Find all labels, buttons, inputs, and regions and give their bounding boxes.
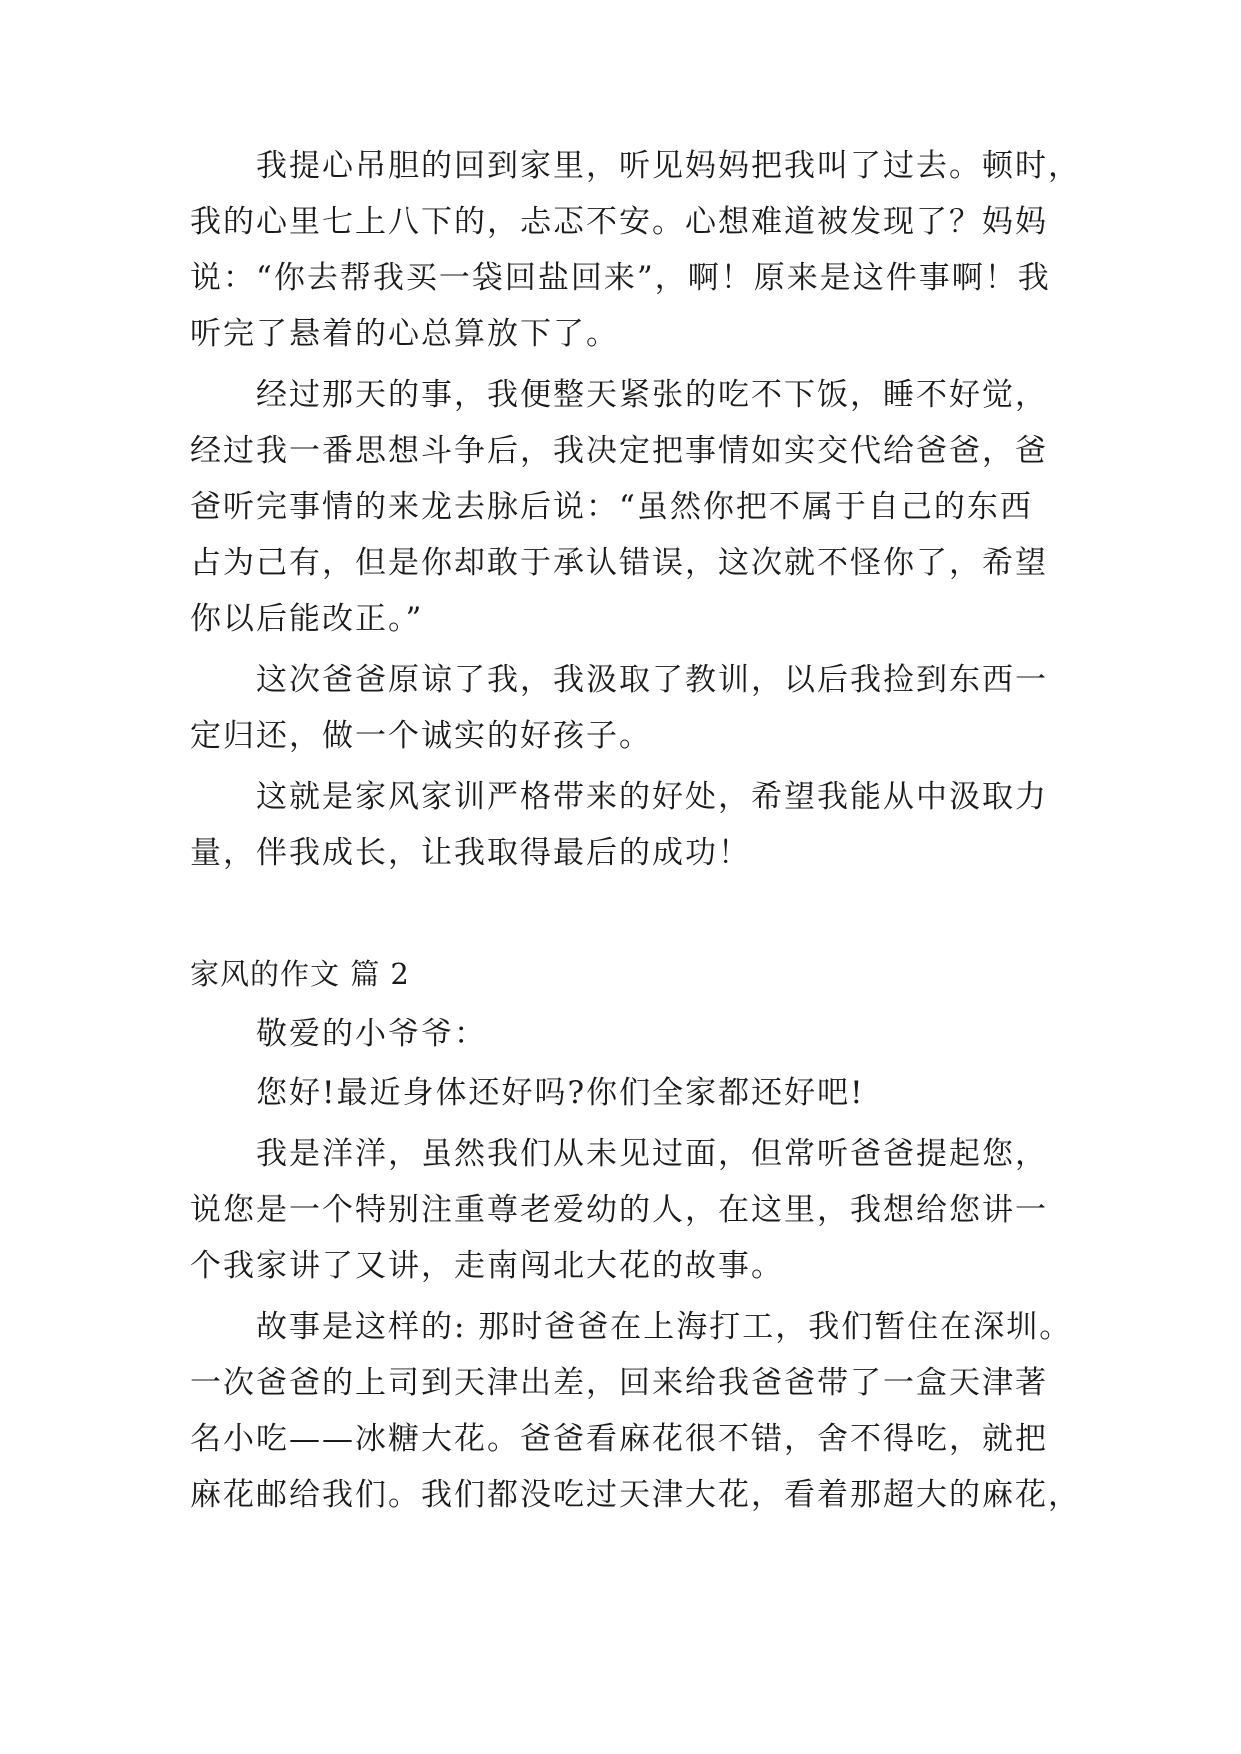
text-line: 敬爱的小爷爷： (256, 1016, 487, 1052)
text-line: 一次爸爸的上司到天津出差，回来给我爸爸带了一盒天津著 (190, 1365, 1048, 1401)
text-line: 我的心里七上八下的，忐忑不安。心想难道被发现了？妈妈 (190, 204, 1048, 240)
text-line: 听完了悬着的心总算放下了。 (190, 316, 619, 352)
section-heading: 家风的作文 篇 2 (190, 957, 410, 991)
text-line: 你以后能改正。” (190, 601, 424, 637)
text-line: 经过我一番思想斗争后，我决定把事情如实交代给爸爸，爸 (190, 433, 1048, 469)
text-line: 爸听完事情的来龙去脉后说：“虽然你把不属于自己的东西 (190, 489, 1033, 525)
text-line: 说：“你去帮我买一袋回盐回来”，啊！原来是这件事啊！我 (190, 260, 1051, 296)
text-line: 这次爸爸原谅了我，我汲取了教训，以后我捡到东西一 (256, 662, 1048, 698)
text-line: 我提心吊胆的回到家里，听见妈妈把我叫了过去。顿时， (256, 148, 1081, 184)
text-line: 名小吃——冰糖大花。爸爸看麻花很不错，舍不得吃，就把 (190, 1421, 1048, 1457)
text-line: 故事是这样的: 那时爸爸在上海打工，我们暂住在深圳。 (256, 1309, 1073, 1345)
text-line: 我是洋洋，虽然我们从未见过面，但常听爸爸提起您， (256, 1136, 1048, 1172)
text-line: 麻花邮给我们。我们都没吃过天津大花，看着那超大的麻花， (190, 1477, 1081, 1513)
text-line: 占为己有，但是你却敢于承认错误，这次就不怪你了，希望 (190, 545, 1048, 581)
text-line: 说您是一个特别注重尊老爱幼的人，在这里，我想给您讲一 (190, 1192, 1048, 1228)
text-line: 定归还，做一个诚实的好孩子。 (190, 718, 652, 754)
text-line: 您好!最近身体还好吗?你们全家都还好吧! (256, 1075, 865, 1111)
text-line: 量，伴我成长，让我取得最后的成功！ (190, 835, 751, 871)
text-line: 这就是家风家训严格带来的好处，希望我能从中汲取力 (256, 779, 1048, 815)
text-line: 经过那天的事，我便整天紧张的吃不下饭，睡不好觉， (256, 377, 1048, 413)
text-line: 个我家讲了又讲，走南闯北大花的故事。 (190, 1248, 784, 1284)
